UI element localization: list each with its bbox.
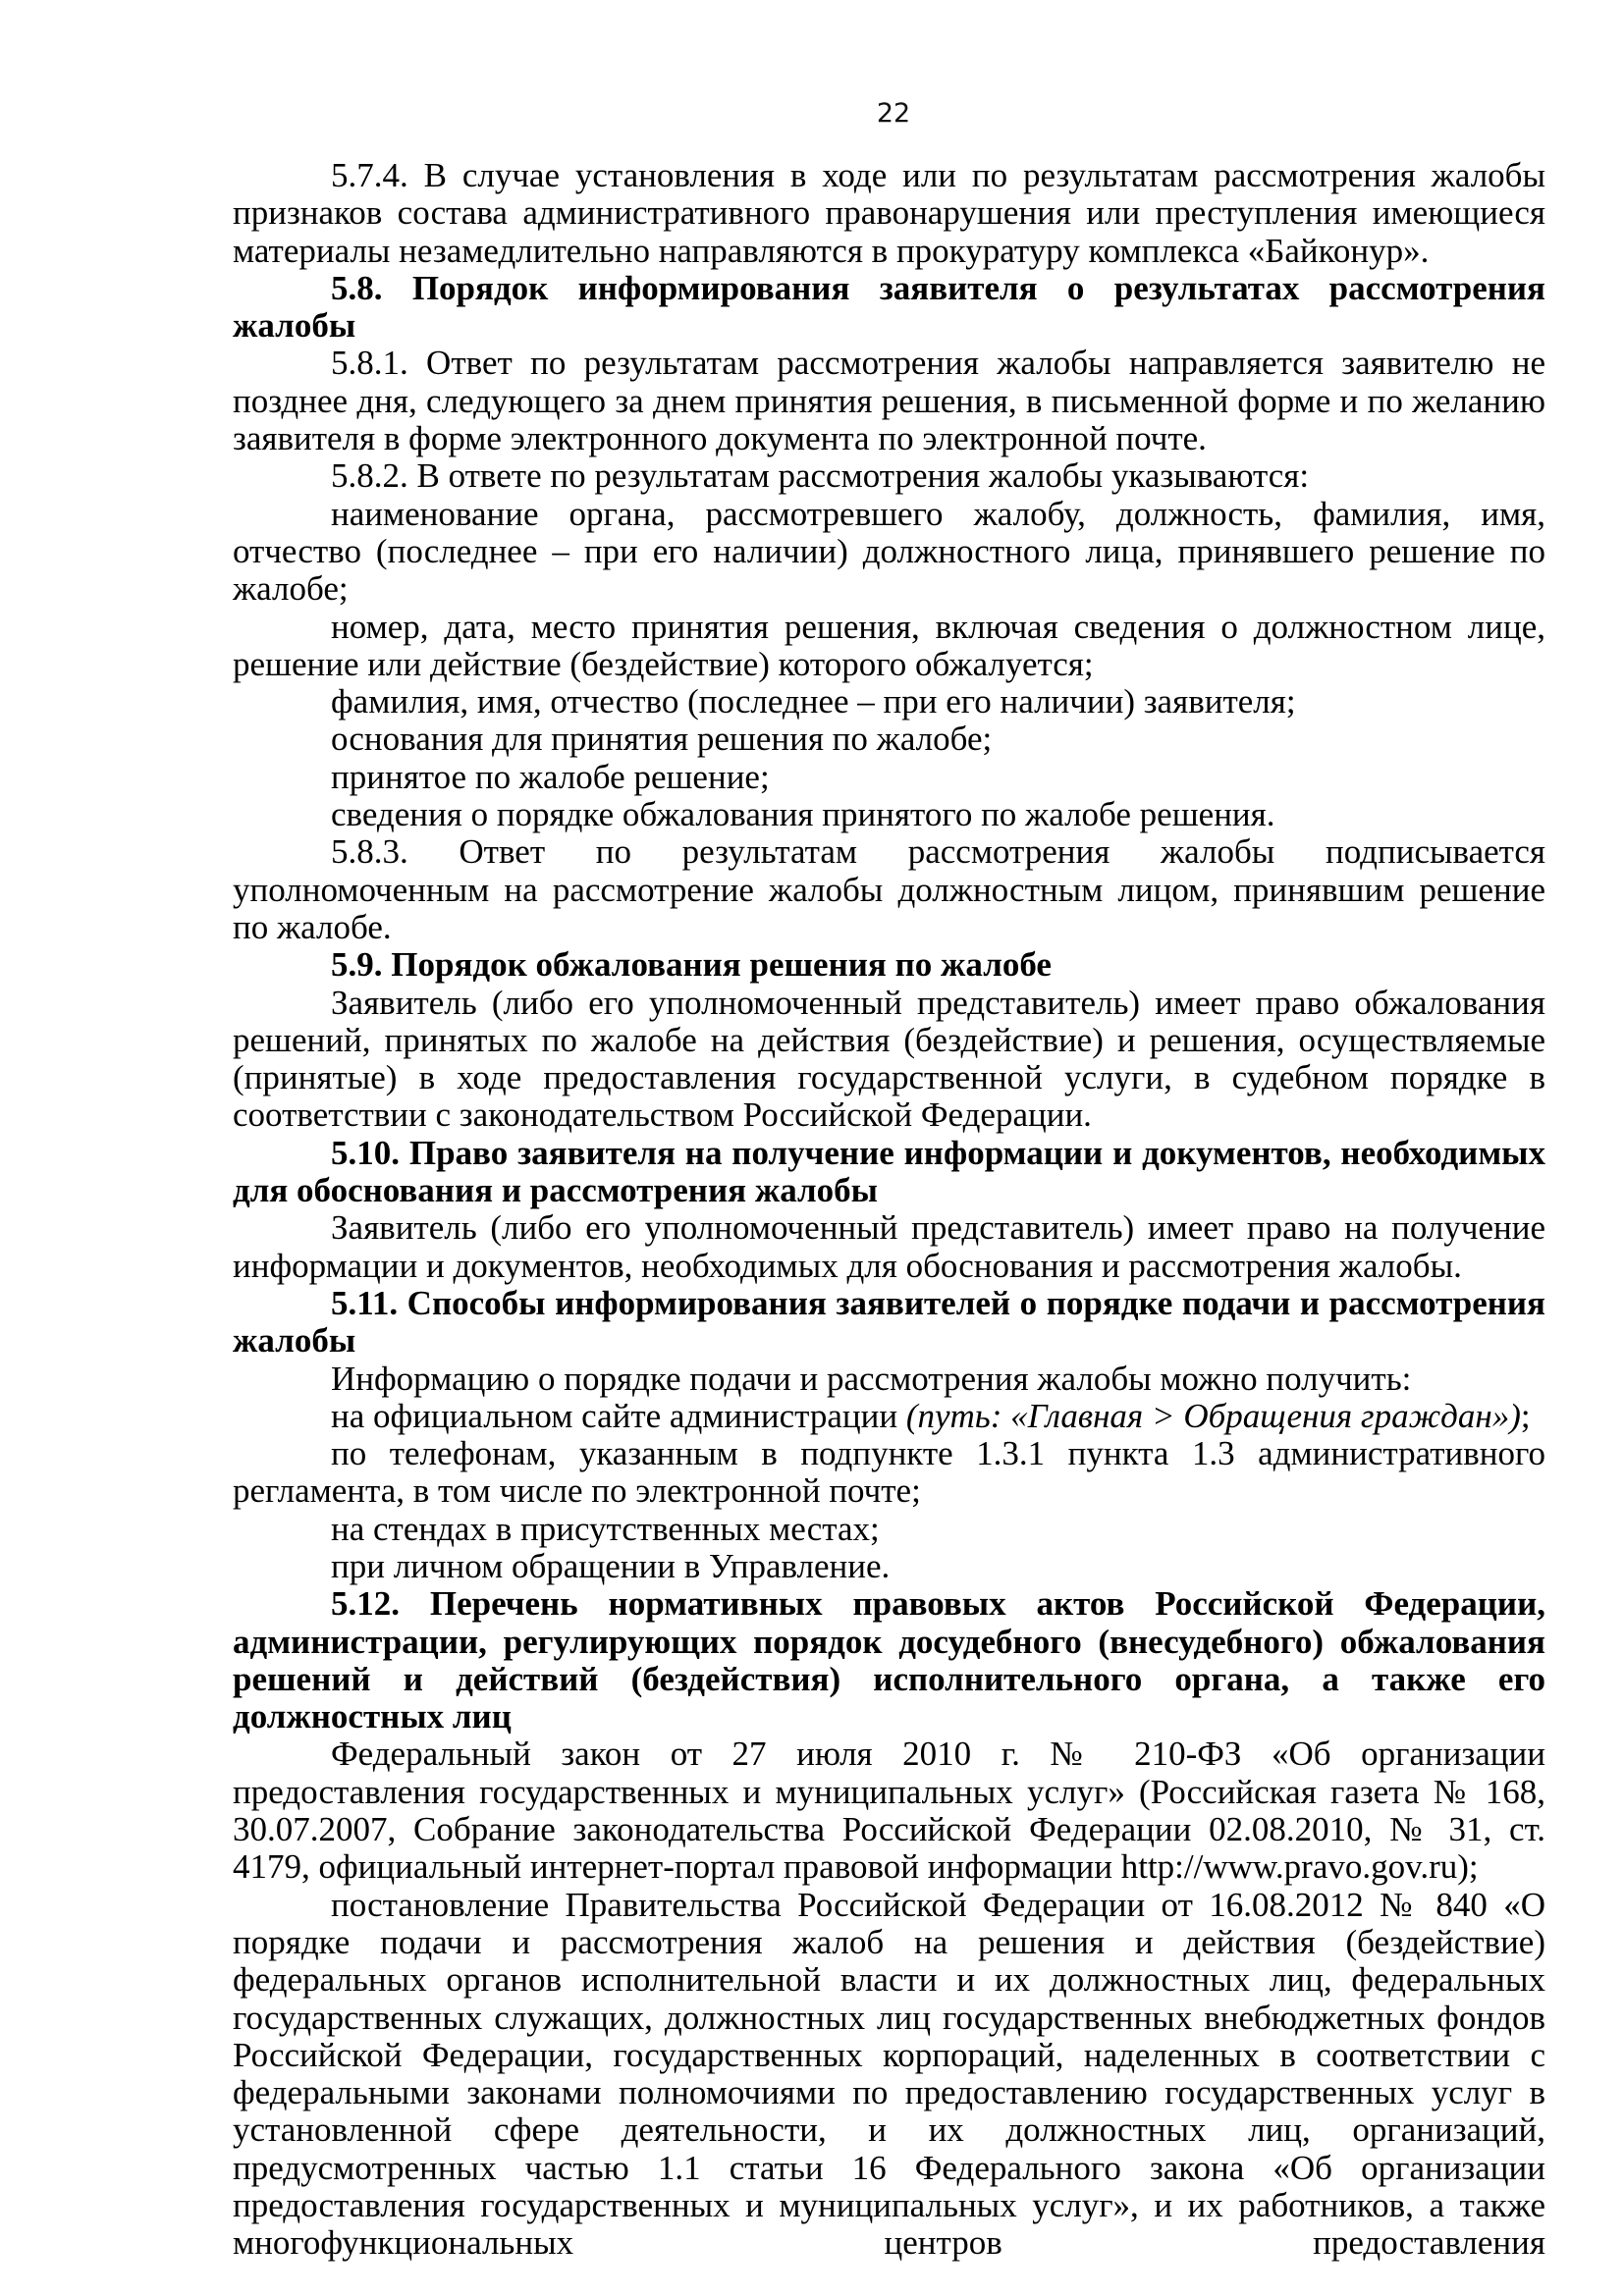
paragraph-5-11-intro: Информацию о порядке подачи и рассмотрения жалобы можно получить: [331, 1359, 1412, 1398]
heading-5-9: 5.9. Порядок обжалования решения по жалобе [331, 945, 1052, 985]
list-item-decision-number: номер, дата, место принятия решения, включая сведения о должностном лице, решение или действие (бездействие) которого обжалуется; [233, 607, 1545, 683]
list-item-authority-name: наименование органа, рассмотревшего жалобу, должность, фамилия, имя, отчество (последнее – при его наличии) должностного лица, принявшего решение по жалобе; [233, 494, 1545, 609]
site-path: (путь: «Главная > Обращения граждан») [905, 1396, 1521, 1435]
heading-5-11: 5.11. Способы информирования заявителей о порядке подачи и рассмотрения жалобы [233, 1283, 1545, 1361]
list-item-grounds: основания для принятия решения по жалобе; [331, 720, 993, 759]
paragraph-5-8-1: 5.8.1. Ответ по результатам рассмотрения жалобы направляется заявителю не позднее дня, следующего за днем принятия решения, в письменной форме и по желанию заявителя в форме электронного документа по электронной почте. [233, 344, 1545, 458]
list-item-decision: принятое по жалобе решение; [331, 757, 770, 796]
page-number: 22 [876, 98, 911, 129]
list-item-stands: на стендах в присутственных местах; [331, 1509, 880, 1548]
heading-5-10: 5.10. Право заявителя на получение информации и документов, необходимых для обоснования и рассмотрения жалобы [233, 1133, 1545, 1210]
paragraph-5-10-body: Заявитель (либо его уполномоченный представитель) имеет право на получение информации и документов, необходимых для обоснования и рассмотрения жалобы. [233, 1208, 1545, 1285]
official-site-suffix: ; [1520, 1396, 1531, 1435]
heading-5-8: 5.8. Порядок информирования заявителя о результатах рассмотрения жалобы [233, 268, 1545, 346]
list-item-appeal-procedure: сведения о порядке обжалования принятого по жалобе решения. [331, 795, 1275, 834]
official-site-text: на официальном сайте администрации [331, 1396, 906, 1435]
paragraph-federal-law-210: Федеральный закон от 27 июля 2010 г. № 210-ФЗ «Об организации предоставления государственных и муниципальных услуг» (Российская газета № 168, 30.07.2007, Собрание законодательства Российской Федерации 02.08.2010, № 31, ст. 4179, официальный интернет-портал правовой информации http://www.pravo.gov.ru); [233, 1735, 1545, 1887]
list-item-phones: по телефонам, указанным в подпункте 1.3.1 пункта 1.3 административного регламента, в том числе по электронной почте; [233, 1434, 1545, 1511]
paragraph-5-7-4: 5.7.4. В случае установления в ходе или по результатам рассмотрения жалобы признаков состава административного правонарушения или преступления имеющиеся материалы незамедлительно направляются в прокуратуру комплекса «Байконур». [233, 156, 1545, 270]
paragraph-government-decree-840: постановление Правительства Российской Федерации от 16.08.2012 № 840 «О порядке подачи и рассмотрения жалоб на решения и действия (бездействие) федеральных органов исполнительной власти и их должностных лиц, федеральных государственных служащих, должностных лиц государственных внебюджетных фондов Российской Федерации, государственных корпораций, наделенных в соответствии с федеральными законами полномочиями по предоставлению государственных услуг в установленной сфере деятельности, и их должностных лиц, организаций, предусмотренных частью 1.1 статьи 16 Федерального закона «Об организации предоставления государственных и муниципальных услуг», и их работников, а также многофункциональных центров предоставления [233, 1885, 1545, 2263]
heading-5-12: 5.12. Перечень нормативных правовых актов Российской Федерации, администрации, регулирующих порядок досудебного (внесудебного) обжалования решений и действий (бездействия) исполнительного органа, а также его должностных лиц [233, 1584, 1545, 1736]
document-body [233, 157, 1545, 2263]
paragraph-5-9-body: Заявитель (либо его уполномоченный представитель) имеет право обжалования решений, принятых по жалобе на действия (бездействие) и решения, осуществляемые (принятые) в ходе предоставления государственной услуги, в судебном порядке в соответствии с законодательством Российской Федерации. [233, 983, 1545, 1135]
list-item-applicant-name: фамилия, имя, отчество (последнее – при его наличии) заявителя; [331, 682, 1296, 721]
paragraph-5-8-3: 5.8.3. Ответ по результатам рассмотрения жалобы подписывается уполномоченным на рассмотрение жалобы должностным лицом, принявшим решение по жалобе. [233, 832, 1545, 946]
list-item-official-site [233, 1398, 1545, 1435]
paragraph-5-8-2: 5.8.2. В ответе по результатам рассмотрения жалобы указываются: [331, 456, 1310, 496]
list-item-personal-visit: при личном обращении в Управление. [331, 1546, 891, 1585]
